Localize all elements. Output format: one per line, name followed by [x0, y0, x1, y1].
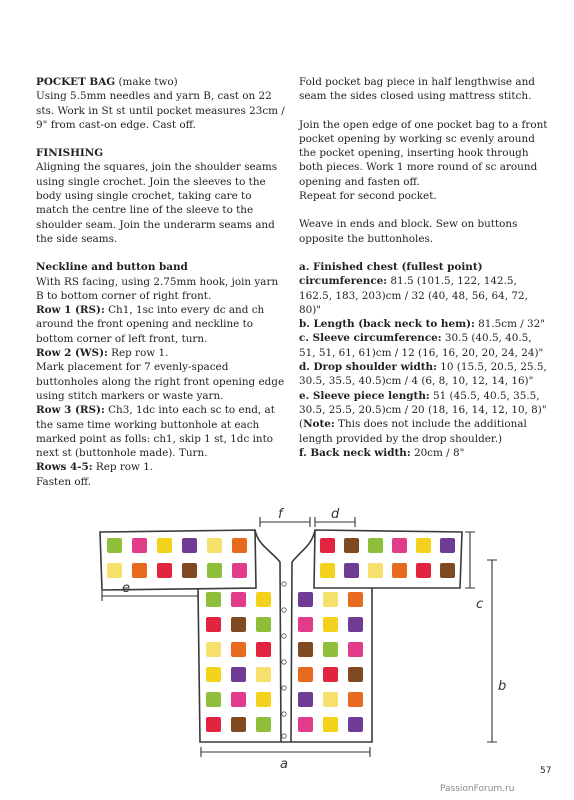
measurement-b-value: 81.5cm / 32": [474, 318, 546, 331]
neckline-intro: With RS facing, using 2.75mm hook, join yarn B to bottom corner of right front.: [36, 275, 279, 302]
button: [282, 582, 286, 586]
note-label: Note:: [303, 418, 335, 431]
color-square: [323, 717, 338, 732]
measurement-a-value: 81.5 (101.5, 122, 142.5, 162.5, 183, 203)cm / 32 (40, 48, 56, 64, 72, 80)": [299, 275, 528, 316]
repeat-text: Repeat for second pocket.: [299, 190, 437, 203]
measurement-b-label: b. Length (back neck to hem):: [299, 318, 475, 331]
color-square: [298, 717, 313, 732]
sleeve-right-outline: [314, 530, 462, 588]
fold-section: [299, 75, 549, 104]
color-square: [232, 563, 247, 578]
join-text: Join the open edge of one pocket bag to a front pocket opening by working sc evenly around the pocket opening, inserting hook through both pieces. Work 1 more round of sc around opening and fasten off.: [299, 118, 548, 188]
color-square: [231, 617, 246, 632]
row-2-text: Rep row 1.: [107, 347, 169, 360]
dim-d-letter: d: [331, 507, 340, 522]
color-square: [132, 538, 147, 553]
measurement-e-label: e. Sleeve piece length:: [299, 389, 430, 402]
color-square: [206, 692, 221, 707]
color-square: [323, 692, 338, 707]
pocket-bag-heading-line: [36, 75, 286, 89]
dim-c-line: [465, 532, 475, 588]
note-text: This does not include the additional length provided by the drop shoulder.): [299, 418, 527, 445]
neckline-heading: Neckline and button band: [36, 261, 188, 274]
measurement-f-label: f. Back neck width:: [299, 446, 411, 459]
button: [282, 686, 286, 690]
color-square: [231, 592, 246, 607]
color-square: [323, 667, 338, 682]
page-number: 57: [540, 766, 552, 776]
row-3-text: Ch3, 1dc into each sc to end, at the same time working buttonhole at each marked point as folls: ch1, skip 1 st, 1dc into next st (buttonhole made). Turn.: [36, 404, 275, 460]
color-square: [231, 642, 246, 657]
measurement-e-value: 51 (45.5, 40.5, 35.5, 30.5, 25.5, 20.5)cm / 20 (18, 16, 14, 12, 10, 8)": [299, 389, 547, 416]
dim-c-letter: c: [476, 597, 484, 612]
color-square: [392, 538, 407, 553]
color-square: [232, 538, 247, 553]
join-section: [299, 118, 549, 204]
garment-outline: [100, 530, 462, 742]
color-square: [416, 563, 431, 578]
measurement-c-label: c. Sleeve circumference:: [299, 332, 442, 345]
color-square: [320, 538, 335, 553]
measurement-a-label: a. Finished chest (fullest point) circumference:: [299, 260, 483, 288]
left-column: [36, 75, 286, 503]
color-square: [157, 563, 172, 578]
color-square: [323, 617, 338, 632]
color-square: [392, 563, 407, 578]
buttonhole-mark-text: Mark placement for 7 evenly-spaced buttonholes along the right front opening edge using stitch markers or waste yarn.: [36, 361, 285, 402]
color-square: [231, 717, 246, 732]
measurement-f: [299, 446, 549, 460]
color-square: [348, 642, 363, 657]
pocket-bag-heading-suffix: (make two): [115, 76, 178, 88]
color-square: [348, 617, 363, 632]
color-square: [206, 617, 221, 632]
row-3: [36, 403, 286, 460]
color-square: [207, 538, 222, 553]
note: (Note: This does not include the additional length provided by the drop shoulder.): [299, 418, 527, 445]
measurement-c-value: 30.5 (40.5, 40.5, 51, 51, 61, 61)cm / 12 (16, 16, 20, 20, 24, 24)": [299, 332, 544, 359]
color-square: [298, 667, 313, 682]
rows-4-5: [36, 460, 286, 474]
color-square: [206, 717, 221, 732]
color-square: [182, 538, 197, 553]
color-square: [107, 538, 122, 553]
finishing-section: [36, 146, 286, 246]
color-square: [298, 692, 313, 707]
row-3-label: Row 3 (RS):: [36, 404, 105, 417]
dim-f-line: [260, 517, 310, 527]
finishing-heading: FINISHING: [36, 147, 104, 160]
color-square: [298, 592, 313, 607]
pocket-bag-heading: POCKET BAG: [36, 76, 116, 88]
color-square: [298, 642, 313, 657]
color-square: [348, 592, 363, 607]
row-1: [36, 303, 286, 346]
dim-a-line: [201, 747, 370, 757]
measurement-f-value: 20cm / 8": [410, 446, 465, 459]
dim-a-letter: a: [280, 757, 288, 772]
color-square: [256, 592, 271, 607]
neckline-section: [36, 260, 286, 489]
color-square: [348, 717, 363, 732]
color-square: [206, 667, 221, 682]
color-square: [344, 563, 359, 578]
color-square: [231, 692, 246, 707]
button: [282, 712, 286, 716]
color-square: [368, 538, 383, 553]
dim-f-letter: f: [278, 507, 283, 522]
color-square: [107, 563, 122, 578]
dim-b-letter: b: [498, 679, 507, 694]
row-1-text: Ch1, 1sc into every dc and ch around the front opening and neckline to bottom corner of left front, turn.: [36, 304, 265, 345]
pocket-bag-section: [36, 75, 286, 132]
right-column: [299, 75, 549, 474]
button: [282, 634, 286, 638]
color-square: [368, 563, 383, 578]
color-square: [416, 538, 431, 553]
measurement-c: [299, 331, 549, 360]
measurement-d-value: 10 (15.5, 20.5, 25.5, 30.5, 35.5, 40.5)cm / 4 (6, 8, 10, 12, 14, 16)": [299, 361, 547, 388]
measurement-d-label: d. Drop shoulder width:: [299, 361, 437, 374]
rows-4-5-label: Rows 4-5:: [36, 461, 93, 474]
measurements-section: [299, 260, 549, 460]
fold-text: Fold pocket bag piece in half lengthwise and seam the sides closed using mattress stitch.: [299, 76, 535, 103]
color-square: [440, 538, 455, 553]
color-square: [320, 563, 335, 578]
color-square: [256, 667, 271, 682]
color-square: [231, 667, 246, 682]
row-2: [36, 346, 286, 360]
color-square: [256, 692, 271, 707]
cardigan-schematic: [80, 500, 510, 785]
fasten-off-text: Fasten off.: [36, 475, 91, 488]
measurement-d: [299, 360, 549, 389]
color-square: [440, 563, 455, 578]
measurement-b: [299, 317, 549, 331]
dim-e-line: [102, 591, 198, 601]
pocket-bag-text: Using 5.5mm needles and yarn B, cast on 22 sts. Work in St st until pocket measures 23cm / 9" from cast-on edge. Cast off.: [36, 90, 285, 131]
dim-e-letter: e: [122, 581, 130, 596]
color-square: [256, 642, 271, 657]
color-square: [206, 592, 221, 607]
button: [282, 734, 286, 738]
color-square: [323, 642, 338, 657]
color-square: [256, 617, 271, 632]
color-square: [298, 617, 313, 632]
color-square: [323, 592, 338, 607]
finishing-text: Aligning the squares, join the shoulder seams using single crochet. Join the sleeves to the body using single crochet, taking care to match the centre line of the sleeve to the shoulder seam. Join the underarm seams and the side seams.: [36, 161, 278, 245]
button: [282, 660, 286, 664]
rows-4-5-text: Rep row 1.: [92, 461, 154, 474]
color-square: [348, 692, 363, 707]
color-square: [132, 563, 147, 578]
color-square: [182, 563, 197, 578]
buttons: [282, 582, 286, 738]
color-square: [157, 538, 172, 553]
color-square: [207, 563, 222, 578]
color-square: [206, 642, 221, 657]
color-square: [348, 667, 363, 682]
measurement-e: [299, 389, 549, 418]
row-2-label: Row 2 (WS):: [36, 347, 108, 360]
row-1-label: Row 1 (RS):: [36, 304, 105, 317]
weave-text: Weave in ends and block. Sew on buttons opposite the buttonholes.: [299, 218, 518, 245]
button: [282, 608, 286, 612]
weave-section: [299, 217, 549, 246]
watermark: PassionForum.ru: [440, 784, 515, 794]
dim-b-line: [487, 560, 497, 742]
color-square: [344, 538, 359, 553]
measurement-a: [299, 260, 549, 317]
color-square: [256, 717, 271, 732]
